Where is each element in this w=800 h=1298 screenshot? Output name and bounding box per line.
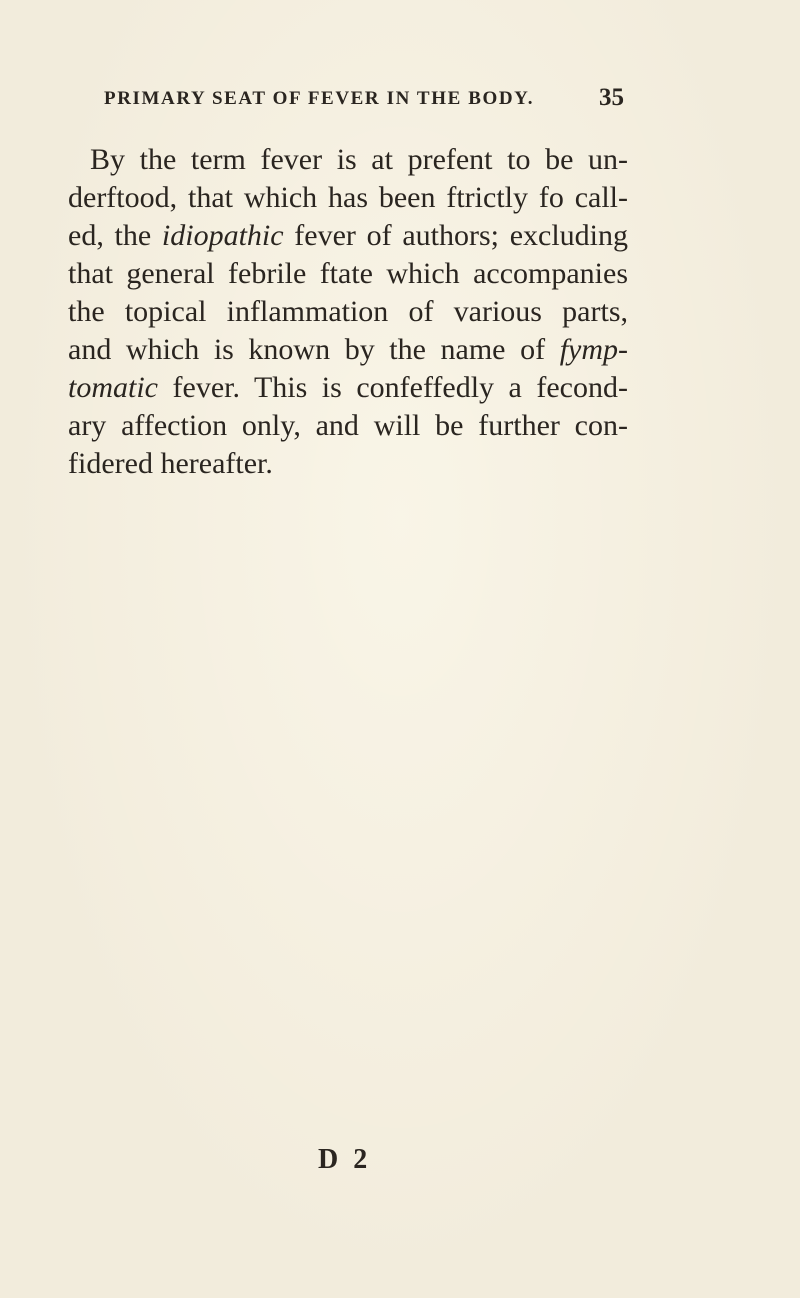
text-line-9: fidered hereafter. — [68, 447, 273, 480]
running-title: PRIMARY SEAT OF FEVER IN THE BODY. — [104, 88, 535, 109]
italic-term-tomatic: tomatic — [68, 371, 158, 404]
running-head — [104, 84, 624, 114]
text-line-1: By the term fever is at prefent to be un- — [90, 143, 628, 176]
text-line-8: ary affection only, and will be further con- — [68, 409, 628, 442]
italic-term-symp: fymp- — [559, 333, 628, 366]
text-line-4: that general febrile ftate which accompanies — [68, 257, 628, 290]
text-line-2: derftood, that which has been ftrictly fo call- — [68, 181, 628, 214]
text-line-7: tomatic fever. This is confeffedly a fecond- — [68, 371, 628, 404]
text-line-3: ed, the idiopathic fever of authors; excluding — [68, 219, 628, 252]
text-line-5: the topical inflammation of various parts, — [68, 295, 628, 328]
signature-mark: D 2 — [318, 1144, 372, 1175]
text-line-6: and which is known by the name of fymp- — [68, 333, 628, 366]
body-paragraph — [68, 141, 628, 483]
italic-term-idiopathic: idiopathic — [161, 219, 284, 252]
page-number: 35 — [599, 84, 624, 111]
